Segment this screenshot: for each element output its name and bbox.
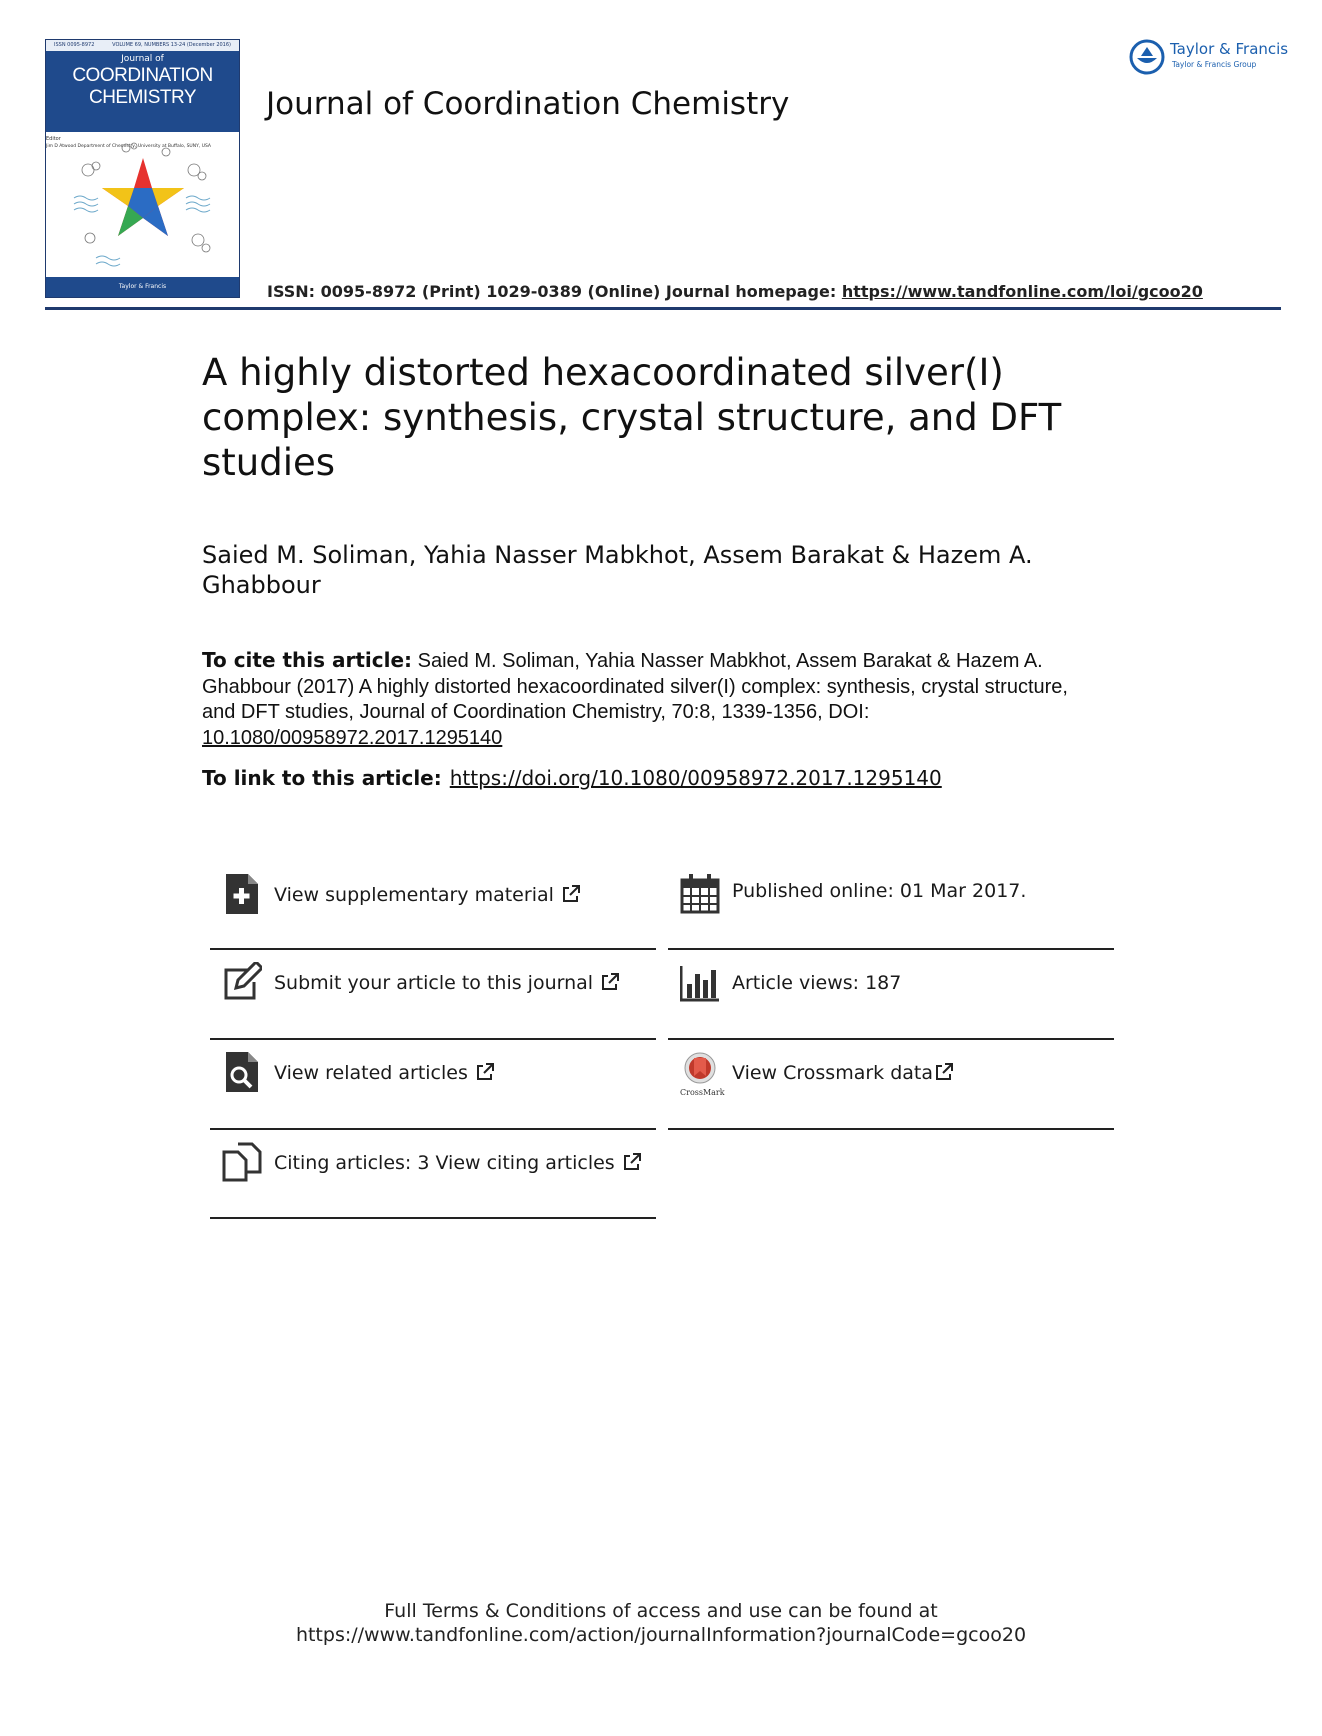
external-link-icon [935,1063,953,1081]
cite-text: Saied M. Soliman, Yahia Nasser Mabkhot, Assem Barakat & Hazem A. Ghabbour (2017) A highly distorted hexacoordinated silver(I) complex: synthesis, crystal structure, and DFT studies, Journal of Coordination Chemistry, 70:8, 1339-1356, DOI: [202,650,1068,723]
published-date-text: Published online: 01 Mar 2017. [732,880,1027,902]
journal-homepage-link[interactable]: https://www.tandfonline.com/loi/gcoo20 [841,282,1203,301]
divider [210,1217,656,1219]
divider [668,948,1114,950]
cover-journal-of: Journal of [121,54,164,64]
article-doi-link[interactable]: https://doi.org/10.1080/00958972.2017.1295140 [449,766,942,790]
link-label: To link to this article: [202,766,442,790]
article-title: A highly distorted hexacoordinated silver(I) complex: synthesis, crystal structure, and DFT studies [202,351,1062,484]
external-link-icon [562,885,580,903]
cover-editor-name: Jim D Atwood Department of Chemistry, University at Buffalo, SUNY, USA [46,144,212,149]
citation-block [202,648,1072,751]
cover-publisher-footer: Taylor & Francis [46,277,239,297]
external-link-icon [601,973,619,991]
article-link-block [202,766,942,790]
submit-article-label: Submit your article to this journal [274,972,594,994]
cover-header-band [46,40,239,132]
crossmark-label: View Crossmark data [732,1062,934,1084]
related-articles-link[interactable] [274,1062,494,1084]
journal-title: Journal of Coordination Chemistry [266,86,790,122]
related-articles-item[interactable] [210,1052,656,1138]
article-views-text: Article views: 187 [732,972,902,994]
issn-line [267,282,1203,301]
cite-doi-link[interactable]: 10.1080/00958972.2017.1295140 [202,726,503,749]
citing-articles-link[interactable] [274,1152,641,1174]
cover-issn-strip [46,40,239,51]
external-link-icon [476,1063,494,1081]
journal-cover-image [45,39,240,298]
crossmark-item[interactable] [668,1052,1114,1138]
article-views-item [668,962,1114,1048]
issn-text: ISSN: 0095-8972 (Print) 1029-0389 (Online) Journal homepage: [267,282,842,301]
cover-issn: ISSN 0095-8972 [54,42,95,48]
cover-coordination: COORDINATION [72,65,213,86]
file-plus-icon [222,874,262,914]
copy-documents-icon [222,1142,262,1182]
crossmark-logo-text: CrossMark [680,1088,725,1097]
cover-star-illustration [66,140,221,275]
calendar-icon [680,874,720,914]
article-authors: Saied M. Soliman, Yahia Nasser Mabkhot, Assem Barakat & Hazem A. Ghabbour [202,541,1033,599]
terms-text: Full Terms & Conditions of access and use can be found at [384,1600,938,1622]
divider [210,1038,656,1040]
divider [668,1038,1114,1040]
cite-label: To cite this article: [202,648,413,672]
divider [210,1128,656,1130]
divider [668,1128,1114,1130]
related-articles-label: View related articles [274,1062,468,1084]
cover-chemistry: CHEMISTRY [88,87,197,108]
external-link-icon [623,1153,641,1171]
submit-article-link[interactable] [274,972,619,994]
crossmark-logo-icon [680,1052,720,1092]
edit-icon [222,962,262,1002]
submit-article-item[interactable] [210,962,656,1048]
supplementary-label: View supplementary material [274,884,554,906]
cover-volume: VOLUME 69, NUMBERS 13-24 (December 2016) [112,42,231,48]
cover-editor-label: Editor [46,136,61,142]
terms-link[interactable]: https://www.tandfonline.com/action/journalInformation?journalCode=gcoo20 [295,1624,1027,1646]
file-search-icon [222,1052,262,1092]
taylor-francis-logo-icon[interactable] [1128,38,1166,76]
supplementary-material-link[interactable] [274,884,580,906]
publisher-group: Taylor & Francis Group [1172,60,1257,69]
citing-articles-item[interactable] [210,1142,656,1228]
bar-chart-icon [680,962,720,1002]
citing-articles-label: Citing articles: 3 View citing articles [274,1152,615,1174]
crossmark-link[interactable] [732,1062,953,1084]
divider [210,948,656,950]
header-divider [45,307,1281,310]
publisher-name[interactable]: Taylor & Francis [1170,40,1289,58]
